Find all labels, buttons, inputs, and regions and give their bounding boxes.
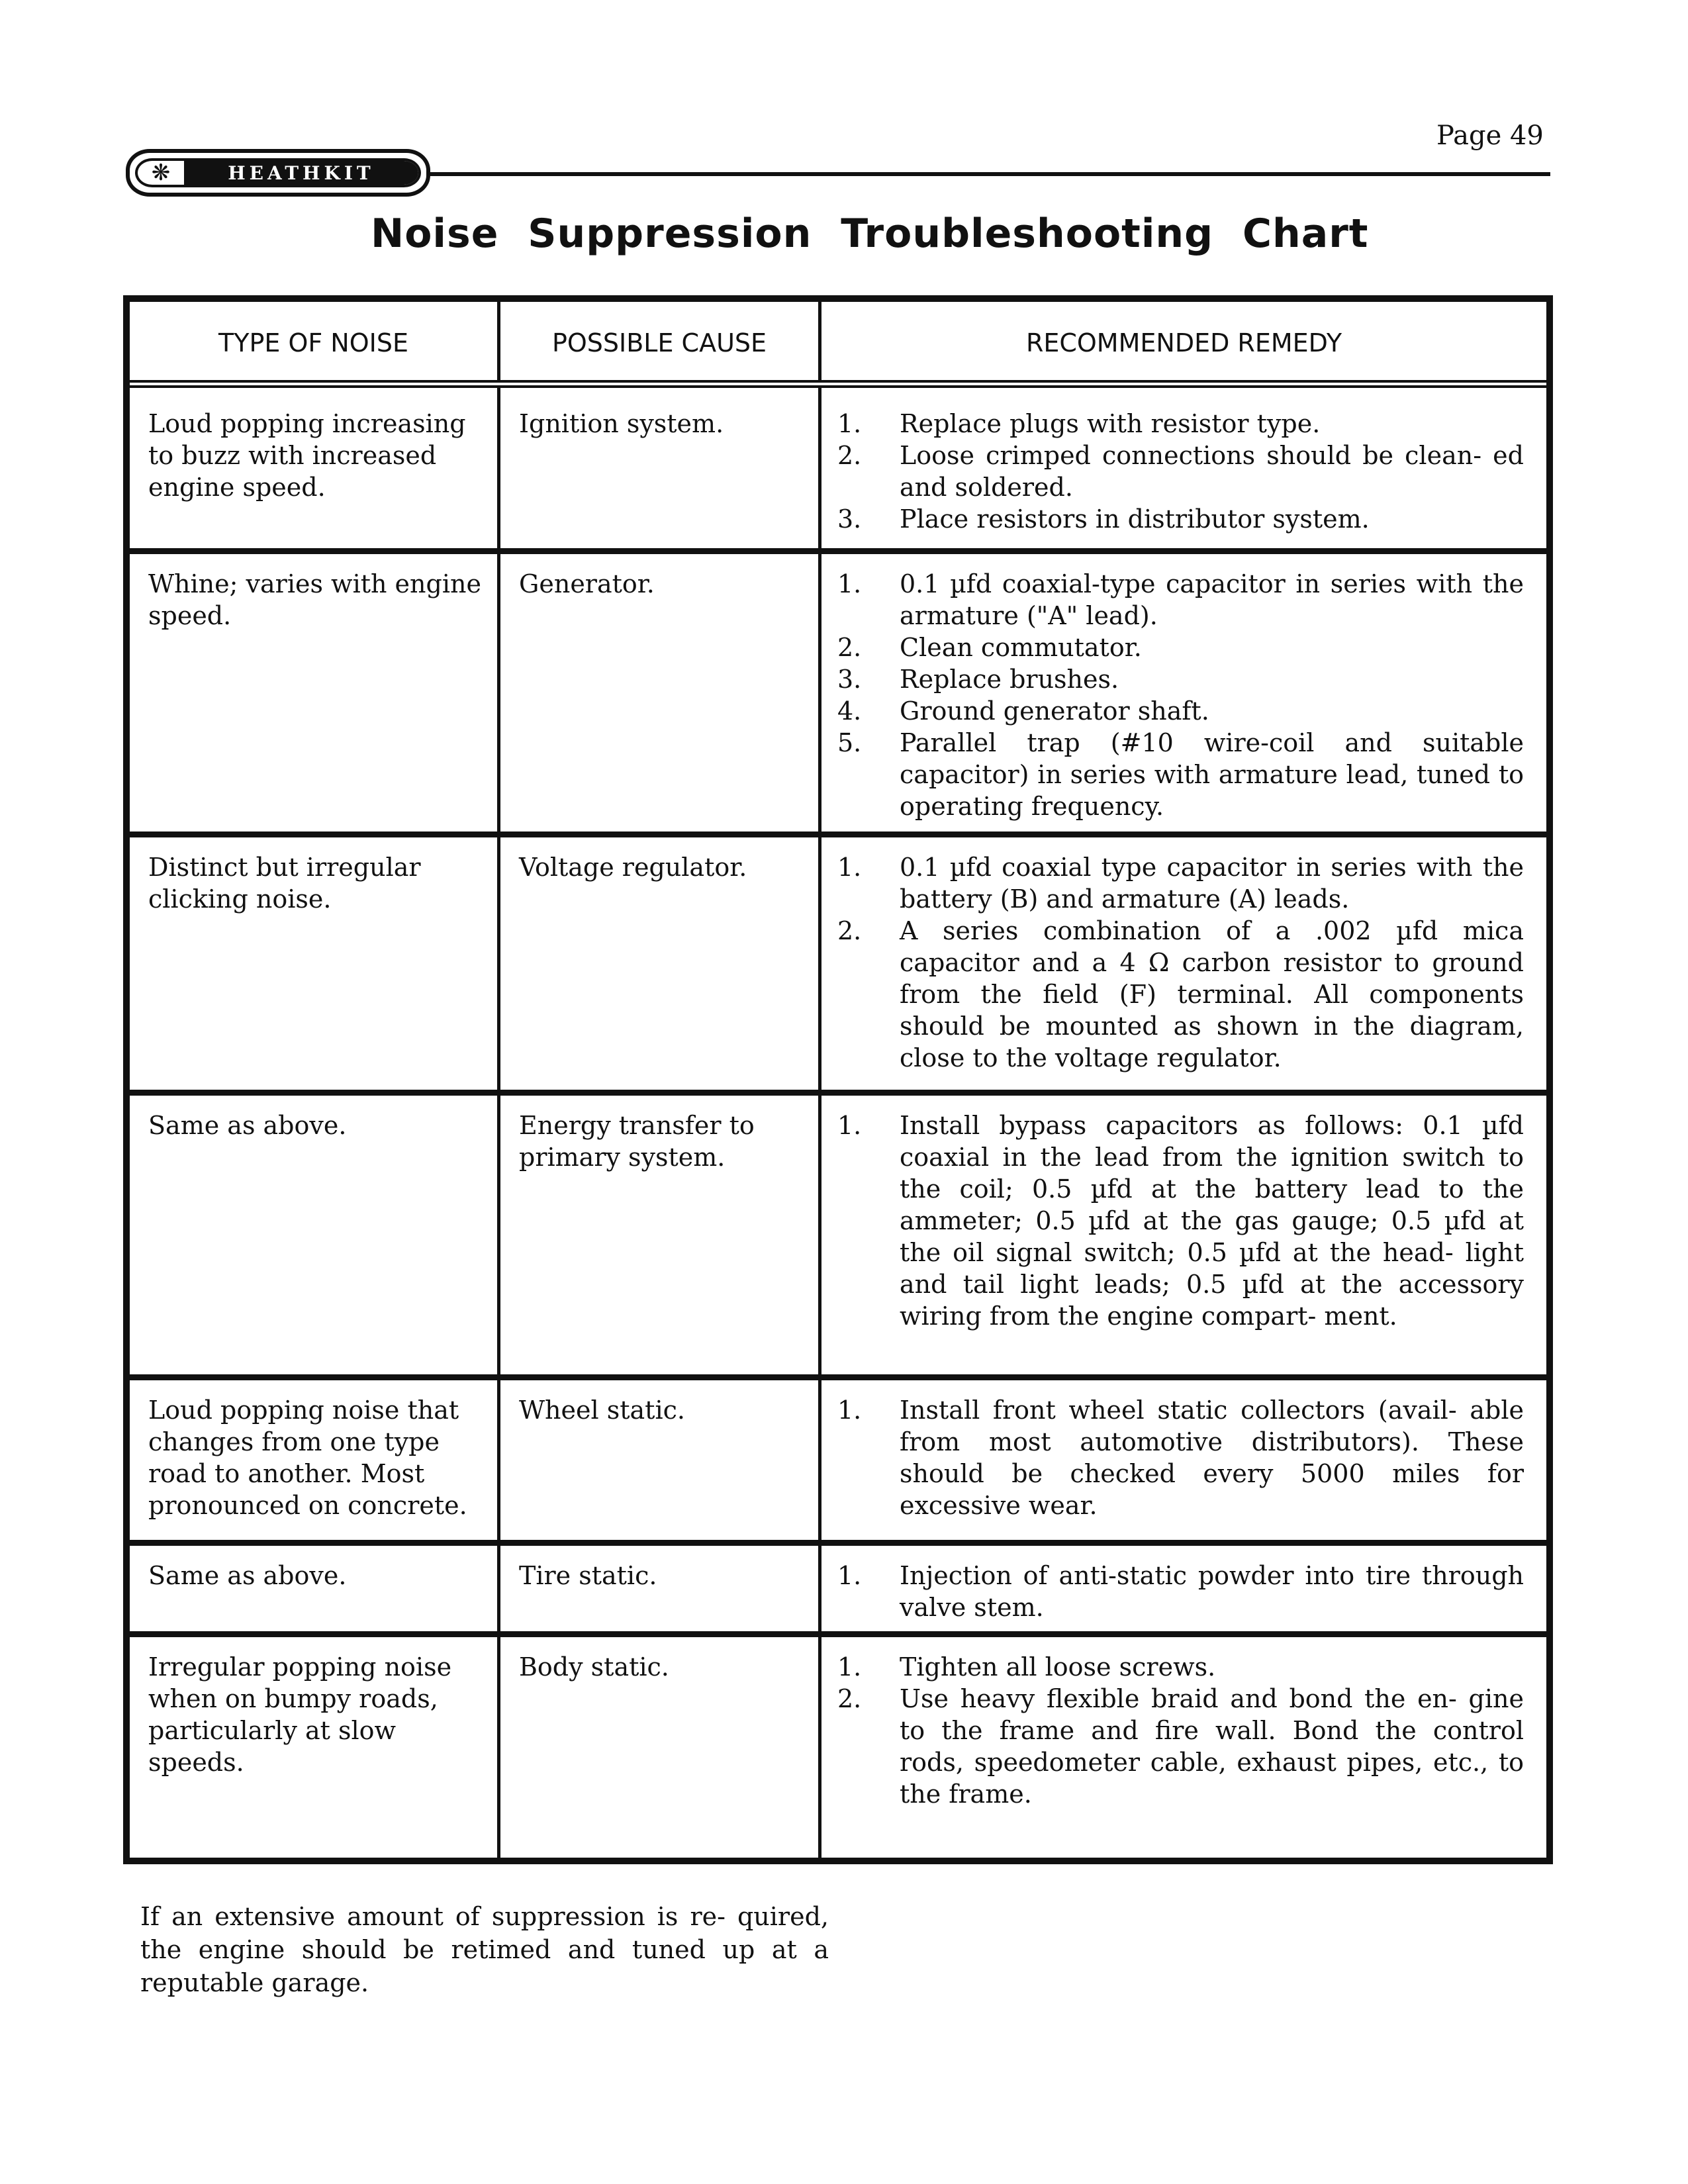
remedy-item: 1. Install front wheel static collectors (avail- able from most automotive distributors). These should be checked every 5000 miles for excessive wear.: [837, 1396, 1524, 1520]
remedy-item: 1. Replace plugs with resistor type.: [837, 409, 1321, 438]
page-title: Noise Suppression Troubleshooting Chart: [371, 211, 1369, 257]
remedy-item: 5. Parallel trap (#10 wire-coil and suitable capacitor) in series with armature lead, tuned to operating frequency.: [837, 728, 1524, 821]
column-header-type-of-noise: TYPE OF NOISE: [130, 302, 500, 380]
remedy-cell: [821, 1540, 1546, 1631]
noise-cell: Distinct but irregular clicking noise.: [130, 831, 500, 1090]
cause-cell: Body static.: [500, 1631, 821, 1858]
remedy-cell: [821, 1631, 1546, 1858]
remedy-item: 4. Ground generator shaft.: [837, 696, 1209, 726]
atom-icon: ❋: [151, 160, 171, 186]
remedy-cell: [821, 548, 1546, 831]
table-row: [130, 1374, 1546, 1546]
cause-cell: Generator.: [500, 548, 821, 831]
troubleshooting-table: [123, 295, 1553, 1864]
remedy-item: 1. 0.1 µfd coaxial-type capacitor in series with the armature ("A" lead).: [837, 569, 1524, 630]
remedy-cell: [821, 1374, 1546, 1540]
table-row: [130, 831, 1546, 1096]
cause-cell: Voltage regulator.: [500, 831, 821, 1090]
remedy-cell: [821, 1090, 1546, 1374]
noise-cell: Same as above.: [130, 1540, 500, 1631]
noise-cell: Irregular popping noise when on bumpy roads, particularly at slow speeds.: [130, 1631, 500, 1858]
remedy-item: 1. Tighten all loose screws.: [837, 1652, 1216, 1682]
remedy-item: 3. Replace brushes.: [837, 665, 1119, 694]
remedy-item: 2. A series combination of a .002 µfd mica capacitor and a 4 Ω carbon resistor to ground from the field (F) terminal. All components should be mounted as shown in the diagram, close to the voltage regulator.: [837, 916, 1524, 1072]
table-header: [130, 302, 1546, 388]
column-header-recommended-remedy: RECOMMENDED REMEDY: [1025, 328, 1342, 357]
noise-cell: Loud popping increasing to buzz with increased engine speed.: [130, 388, 500, 548]
cause-cell: Energy transfer to primary system.: [500, 1090, 821, 1374]
cause-cell: Tire static.: [500, 1540, 821, 1631]
table-row: [130, 1631, 1546, 1858]
remedy-item: 2. Clean commutator.: [837, 633, 1142, 662]
header-rule: [430, 172, 1550, 176]
footnote: If an extensive amount of suppression is re- quired, the engine should be retimed and tuned up at a reputable garage.: [140, 1902, 829, 1997]
remedy-cell: [821, 388, 1546, 548]
remedy-item: 1. Injection of anti-static powder into tire through valve stem.: [837, 1561, 1524, 1622]
remedy-item: 3. Place resistors in distributor system.: [837, 504, 1370, 534]
remedy-cell: [821, 831, 1546, 1090]
remedy-item: 2. Use heavy flexible braid and bond the en- gine to the frame and fire wall. Bond the control rods, speedometer cable, exhaust pipes, etc., to the frame.: [837, 1684, 1524, 1809]
cause-cell: Wheel static.: [500, 1374, 821, 1540]
noise-cell: Loud popping noise that changes from one type road to another. Most pronounced on concrete.: [130, 1374, 500, 1540]
logo-text: HEATHKIT: [184, 161, 418, 185]
table-row: [130, 1540, 1546, 1637]
table-row: [130, 1090, 1546, 1380]
noise-cell: Same as above.: [130, 1090, 500, 1374]
noise-cell: Whine; varies with engine speed.: [130, 548, 500, 831]
remedy-item: 2. Loose crimped connections should be clean- ed and soldered.: [837, 441, 1524, 502]
remedy-item: 1. 0.1 µfd coaxial type capacitor in series with the battery (B) and armature (A) leads.: [837, 853, 1524, 914]
cause-cell: Ignition system.: [500, 388, 821, 548]
table-row: [130, 388, 1546, 554]
remedy-item: 1. Install bypass capacitors as follows: 0.1 µfd coaxial in the lead from the ignition switch to the coil; 0.5 µfd at the battery lead to the ammeter; 0.5 µfd at the gas gauge; 0.5 µfd at the oil signal switch; 0.5 µfd at the head- light and tail light leads; 0.5 µfd at the accessory wiring from the engine compart- ment.: [837, 1111, 1524, 1331]
heathkit-logo: [126, 149, 430, 197]
table-row: [130, 548, 1546, 837]
page-number: Page 49: [1436, 120, 1544, 151]
column-header-possible-cause: POSSIBLE CAUSE: [500, 302, 821, 380]
